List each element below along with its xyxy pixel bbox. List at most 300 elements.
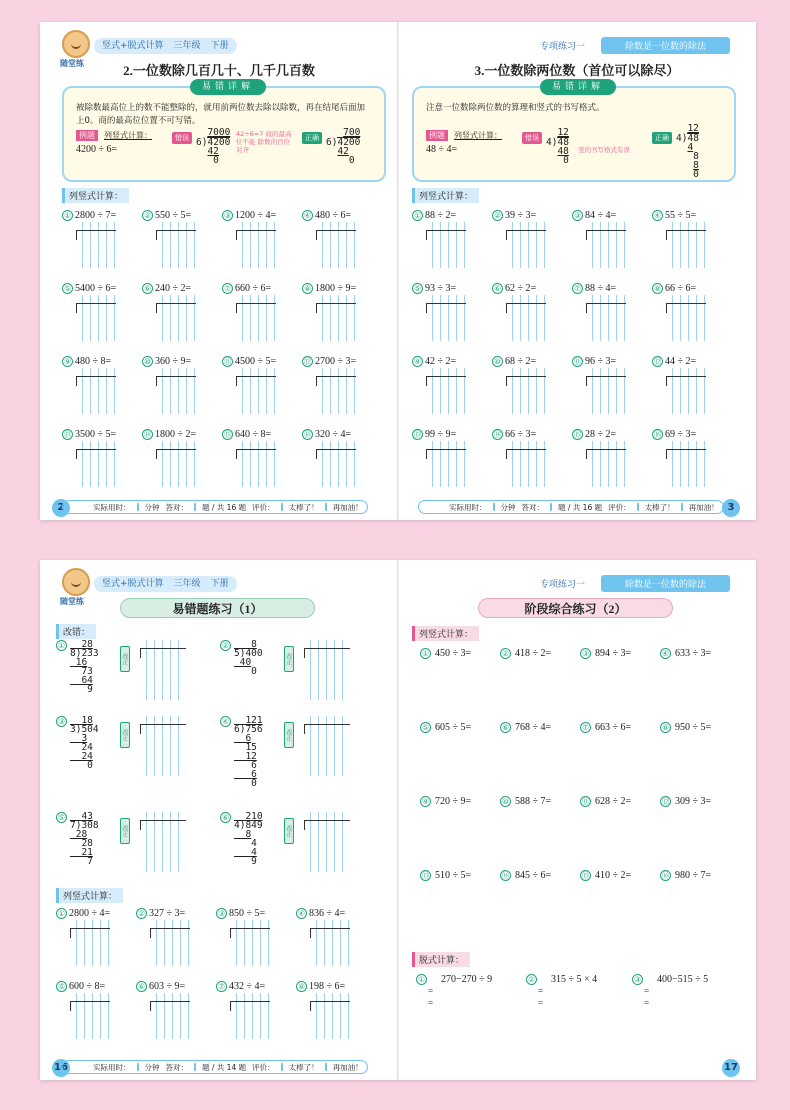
problem-text: 550 ÷ 5=	[155, 209, 192, 221]
answer-workspace[interactable]	[586, 295, 626, 341]
correction-workspace[interactable]	[140, 716, 186, 776]
guide-line	[326, 716, 327, 776]
guide-line	[536, 295, 537, 341]
problem-number: ③	[222, 210, 233, 221]
wrong-division	[546, 128, 569, 165]
guide-line	[154, 716, 155, 776]
guide-line	[688, 368, 689, 414]
answer-workspace[interactable]	[156, 441, 196, 487]
problem-text: 410 ÷ 2=	[595, 870, 632, 881]
answer-workspace[interactable]	[236, 295, 276, 341]
problem-number: ⑤	[412, 283, 423, 294]
problem-item[interactable]	[500, 796, 580, 870]
problem-number: ③	[580, 648, 591, 659]
answer-workspace[interactable]	[506, 368, 546, 414]
guide-line	[250, 368, 251, 414]
guide-line	[180, 993, 181, 1039]
division-row: 16	[70, 657, 88, 668]
answer-workspace[interactable]	[666, 295, 706, 341]
guide-line	[266, 295, 267, 341]
guide-line	[346, 441, 347, 487]
guide-line	[332, 920, 333, 966]
guide-line	[704, 295, 705, 341]
division-row: 64	[70, 675, 93, 686]
calc-item[interactable]	[526, 974, 626, 1009]
answer-workspace[interactable]	[76, 222, 116, 268]
time-box[interactable]	[137, 503, 139, 511]
problem-number: ⑯	[303, 429, 312, 439]
guide-line	[90, 222, 91, 268]
problem-item	[652, 206, 732, 279]
guide-line	[448, 222, 449, 268]
division-bracket	[76, 449, 77, 459]
problem-text: 327 ÷ 3=	[149, 907, 186, 919]
division-bracket	[76, 376, 77, 386]
answer-workspace[interactable]	[310, 920, 350, 966]
guide-line	[346, 368, 347, 414]
answer-workspace[interactable]	[316, 295, 356, 341]
guide-line	[520, 441, 521, 487]
problem-item	[652, 425, 732, 498]
problem-text: 600 ÷ 8=	[69, 980, 106, 992]
error-annotation: 42÷6=7 商的最高位不能 除数的百位对齐	[236, 130, 292, 154]
guide-line	[162, 441, 163, 487]
term: 下册	[210, 579, 229, 589]
problem-number: ①	[412, 210, 423, 221]
guide-line	[680, 295, 681, 341]
problem-number: ⑭	[501, 871, 510, 881]
guide-line	[322, 295, 323, 341]
guide-line	[338, 368, 339, 414]
problem-item[interactable]	[500, 648, 580, 722]
division-bracket	[426, 303, 427, 313]
section-label: 列竖式计算：	[412, 626, 479, 641]
correction-workspace[interactable]	[304, 640, 350, 700]
correct-box[interactable]	[194, 503, 196, 511]
correction-workspace[interactable]	[140, 812, 186, 872]
problem-text: 66 ÷ 3=	[505, 428, 537, 440]
guide-line	[258, 368, 259, 414]
problem-item[interactable]	[500, 722, 580, 796]
problem-item[interactable]	[660, 722, 740, 796]
correction-workspace[interactable]	[140, 640, 186, 700]
guide-line	[624, 295, 625, 341]
problem-item[interactable]	[580, 796, 660, 870]
guide-line	[156, 993, 157, 1039]
problem-number: ⑯	[653, 429, 662, 439]
guide-line	[266, 368, 267, 414]
problem-item	[142, 352, 222, 425]
guide-line	[338, 441, 339, 487]
guide-line	[354, 441, 355, 487]
problem-text: 850 ÷ 5=	[229, 907, 266, 919]
problem-number: ⑬	[421, 871, 430, 881]
division-bar	[586, 449, 626, 450]
answer-workspace[interactable]	[76, 368, 116, 414]
problem-item[interactable]	[660, 648, 740, 722]
division-bar	[666, 449, 706, 450]
division-row: 28	[70, 829, 88, 840]
problem-text: 980 ÷ 7=	[675, 870, 712, 881]
guide-line	[76, 993, 77, 1039]
problem-number: ⑨	[62, 356, 73, 367]
guide-line	[90, 441, 91, 487]
problem-number: ⑥	[492, 283, 503, 294]
fix-tag: 改正	[120, 722, 130, 748]
wrong-division	[70, 812, 99, 866]
problem-item	[222, 206, 302, 279]
answer-workspace[interactable]	[506, 441, 546, 487]
answer-workspace[interactable]	[76, 295, 116, 341]
guide-line	[178, 640, 179, 700]
answer-workspace[interactable]	[506, 222, 546, 268]
guide-line	[186, 295, 187, 341]
guide-line	[186, 441, 187, 487]
guide-line	[528, 222, 529, 268]
guide-line	[342, 812, 343, 872]
topic-label: 除数是一位数的除法	[601, 575, 730, 592]
division-bar	[156, 449, 196, 450]
guide-line	[188, 993, 189, 1039]
tip-box	[62, 82, 386, 182]
division-bar	[586, 376, 626, 377]
logo-icon	[62, 568, 90, 596]
problem-text: 418 ÷ 2=	[515, 648, 552, 659]
answer-workspace[interactable]	[156, 295, 196, 341]
division-bar	[236, 230, 276, 231]
division-bar	[316, 230, 356, 231]
guide-line	[608, 222, 609, 268]
division-row: 9	[70, 684, 93, 695]
guide-line	[334, 812, 335, 872]
problem-number: ⑩	[492, 356, 503, 367]
problem-number: ②	[136, 908, 147, 919]
great-box[interactable]	[281, 1063, 283, 1071]
answer-workspace[interactable]	[316, 222, 356, 268]
problem-grid	[412, 206, 732, 498]
guide-line	[338, 295, 339, 341]
problem-item[interactable]	[660, 796, 740, 870]
division-bar	[426, 303, 466, 304]
problem-item	[222, 279, 302, 352]
guide-line	[456, 222, 457, 268]
division-bracket	[586, 303, 587, 313]
guide-line	[146, 716, 147, 776]
answer-workspace[interactable]	[666, 222, 706, 268]
division-bar	[310, 1001, 350, 1002]
answer-workspace[interactable]	[236, 441, 276, 487]
total-label: 题 / 共 14 题	[202, 1062, 247, 1072]
answer-workspace[interactable]	[70, 993, 110, 1039]
quotient: 12	[557, 127, 569, 138]
wrong-division	[234, 812, 263, 866]
guide-line	[616, 295, 617, 341]
guide-line	[680, 222, 681, 268]
problem-item[interactable]	[580, 870, 660, 944]
division-bracket	[310, 1001, 311, 1011]
more-label: 再加油！	[332, 1062, 363, 1072]
guide-line	[536, 222, 537, 268]
answer-workspace[interactable]	[666, 441, 706, 487]
total-label: 题 / 共 16 题	[202, 502, 247, 512]
guide-line	[688, 222, 689, 268]
division-bar	[230, 1001, 270, 1002]
division-bracket	[156, 449, 157, 459]
problem-item[interactable]	[420, 722, 500, 796]
great-box[interactable]	[637, 503, 639, 511]
problem-item	[302, 206, 382, 279]
problem-item	[216, 977, 296, 1050]
equals-line: =	[428, 986, 434, 997]
problem-number: ②	[220, 640, 231, 651]
problem-item[interactable]	[420, 870, 500, 944]
problem-number: ⑧	[302, 283, 313, 294]
problem-text: 88 ÷ 4=	[585, 282, 617, 294]
guide-line	[170, 716, 171, 776]
guide-line	[624, 222, 625, 268]
guide-line	[186, 368, 187, 414]
guide-line	[178, 295, 179, 341]
problem-text: 198 ÷ 6=	[309, 980, 346, 992]
division-row: 43	[70, 811, 93, 822]
problem-item	[492, 279, 572, 352]
answer-workspace[interactable]	[426, 441, 466, 487]
division-bracket	[230, 1001, 231, 1011]
correct-box[interactable]	[194, 1063, 196, 1071]
division-bar	[586, 230, 626, 231]
page-17	[398, 560, 756, 1080]
answer-workspace[interactable]	[76, 441, 116, 487]
page-2	[40, 22, 398, 520]
answer-workspace[interactable]	[150, 920, 190, 966]
problem-text: 1800 ÷ 2=	[155, 428, 197, 440]
problem-item[interactable]	[420, 648, 500, 722]
guide-line	[680, 368, 681, 414]
problem-text: 309 ÷ 3=	[675, 796, 712, 807]
topic-label: 除数是一位数的除法	[601, 37, 730, 54]
problem-item[interactable]	[420, 796, 500, 870]
guide-line	[236, 993, 237, 1039]
guide-line	[338, 222, 339, 268]
problem-number: ②	[142, 210, 153, 221]
correct-label: 答对：	[165, 502, 188, 512]
correct-division	[676, 124, 699, 179]
answer-workspace[interactable]	[586, 368, 626, 414]
guide-line	[332, 993, 333, 1039]
guide-line	[448, 368, 449, 414]
division-row: 24	[70, 751, 93, 762]
guide-line	[162, 368, 163, 414]
answer-workspace[interactable]	[426, 368, 466, 414]
calc-number: ②	[526, 974, 537, 985]
division-row: 5)400	[234, 648, 263, 659]
guide-line	[242, 441, 243, 487]
guide-line	[310, 716, 311, 776]
division-bar	[236, 449, 276, 450]
answer-workspace[interactable]	[426, 222, 466, 268]
more-box[interactable]	[325, 1063, 327, 1071]
guide-line	[242, 222, 243, 268]
wrong-tag: 错误	[172, 132, 192, 144]
problem-item[interactable]	[580, 722, 660, 796]
guide-line	[704, 368, 705, 414]
division-row: 73	[70, 666, 93, 677]
guide-line	[696, 295, 697, 341]
guide-line	[194, 368, 195, 414]
answer-workspace[interactable]	[586, 222, 626, 268]
guide-line	[268, 920, 269, 966]
section-title: 3.一位数除两位数（首位可以除尽）	[474, 63, 680, 78]
eval-label: 评价：	[608, 502, 631, 512]
problem-number: ⑦	[222, 283, 233, 294]
division-bracket	[316, 376, 317, 386]
problem-text: 836 ÷ 4=	[309, 907, 346, 919]
answer-workspace[interactable]	[586, 441, 626, 487]
division-bracket	[230, 928, 231, 938]
answer-workspace[interactable]	[316, 368, 356, 414]
division-bracket	[666, 230, 667, 240]
wrong-tag: 错误	[522, 132, 542, 144]
problem-number: ⑭	[143, 429, 152, 439]
guide-line	[512, 222, 513, 268]
answer-workspace[interactable]	[150, 993, 190, 1039]
time-box[interactable]	[137, 1063, 139, 1071]
answer-workspace[interactable]	[230, 993, 270, 1039]
more-box[interactable]	[681, 503, 683, 511]
guide-line	[316, 920, 317, 966]
problem-item	[136, 977, 216, 1050]
division-row: 210	[234, 811, 263, 822]
guide-line	[334, 640, 335, 700]
middle-row: 8	[693, 151, 699, 162]
section-label-2: 脱式计算：	[412, 952, 470, 967]
problem-text: 660 ÷ 6=	[235, 282, 272, 294]
dividend-row: 4)48	[676, 133, 699, 144]
correct-box[interactable]	[550, 503, 552, 511]
footer-bar	[62, 500, 368, 514]
problem-number: ③	[56, 716, 67, 727]
problem-number: ⑩	[142, 356, 153, 367]
guide-line	[456, 441, 457, 487]
logo-label: 随堂练	[60, 59, 84, 68]
guide-line	[84, 920, 85, 966]
tip-box	[412, 82, 736, 182]
great-label: 太棒了！	[644, 502, 675, 512]
problem-text: 66 ÷ 6=	[665, 282, 697, 294]
page-number: 17	[722, 1059, 740, 1077]
problem-item	[492, 425, 572, 498]
answer-workspace[interactable]	[310, 993, 350, 1039]
division-row: 9	[234, 856, 257, 867]
guide-line	[464, 295, 465, 341]
answer-workspace[interactable]	[666, 368, 706, 414]
problem-item	[302, 279, 382, 352]
guide-line	[512, 368, 513, 414]
division-row: 24	[70, 742, 93, 753]
problem-item[interactable]	[660, 870, 740, 944]
correction-workspace[interactable]	[304, 812, 350, 872]
division-bar	[76, 230, 116, 231]
guide-line	[106, 222, 107, 268]
guide-line	[316, 993, 317, 1039]
answer-workspace[interactable]	[316, 441, 356, 487]
division-bracket	[76, 230, 77, 240]
problem-text: 845 ÷ 6=	[515, 870, 552, 881]
division-bar	[666, 303, 706, 304]
problem-item[interactable]	[580, 648, 660, 722]
guide-line	[258, 295, 259, 341]
guide-line	[274, 368, 275, 414]
division-bracket	[506, 376, 507, 386]
problem-text: 1200 ÷ 4=	[235, 209, 277, 221]
answer-workspace[interactable]	[236, 222, 276, 268]
answer-workspace[interactable]	[236, 368, 276, 414]
guide-line	[536, 368, 537, 414]
problem-item[interactable]	[500, 870, 580, 944]
guide-line	[448, 441, 449, 487]
footer-bar	[418, 500, 724, 514]
answer-workspace[interactable]	[230, 920, 270, 966]
header-right	[540, 37, 730, 54]
problem-text: 68 ÷ 2=	[505, 355, 537, 367]
guide-line	[432, 368, 433, 414]
spread-pages-16-17	[40, 560, 756, 1080]
answer-workspace[interactable]	[156, 222, 196, 268]
calc-item[interactable]	[416, 974, 516, 1009]
time-box[interactable]	[493, 503, 495, 511]
answer-workspace[interactable]	[70, 920, 110, 966]
guide-line	[178, 716, 179, 776]
division-bar	[316, 449, 356, 450]
correction-workspace[interactable]	[304, 716, 350, 776]
division-bracket	[506, 303, 507, 313]
dividend-row: 6)4200	[196, 137, 231, 148]
division-bar	[150, 928, 190, 929]
division-bracket	[316, 449, 317, 459]
grade: 三年级	[173, 41, 201, 51]
great-box[interactable]	[281, 503, 283, 511]
section-label: 列竖式计算：	[62, 188, 129, 203]
division-row: 6	[234, 760, 257, 771]
answer-workspace[interactable]	[156, 368, 196, 414]
problem-number: ⑫	[303, 356, 312, 366]
division-bracket	[304, 724, 305, 734]
problem-number: ⑮	[581, 871, 590, 881]
subtract-row: 48	[557, 146, 569, 157]
guide-line	[164, 920, 165, 966]
problem-text: 450 ÷ 3=	[435, 648, 472, 659]
guide-line	[266, 441, 267, 487]
answer-workspace[interactable]	[506, 295, 546, 341]
guide-line	[608, 295, 609, 341]
more-box[interactable]	[325, 503, 327, 511]
problem-number: ③	[216, 908, 227, 919]
answer-workspace[interactable]	[426, 295, 466, 341]
dividend-row: 4)48	[546, 137, 569, 148]
guide-line	[624, 441, 625, 487]
example-label: 例题	[76, 130, 98, 141]
dividend-row: 6)4200	[326, 137, 361, 148]
guide-line	[318, 812, 319, 872]
division-bracket	[666, 449, 667, 459]
guide-line	[600, 441, 601, 487]
problem-text: 44 ÷ 2=	[665, 355, 697, 367]
guide-line	[258, 441, 259, 487]
calc-item[interactable]	[632, 974, 732, 1009]
guide-line	[520, 368, 521, 414]
problem-text: 320 ÷ 4=	[315, 428, 352, 440]
guide-line	[258, 222, 259, 268]
